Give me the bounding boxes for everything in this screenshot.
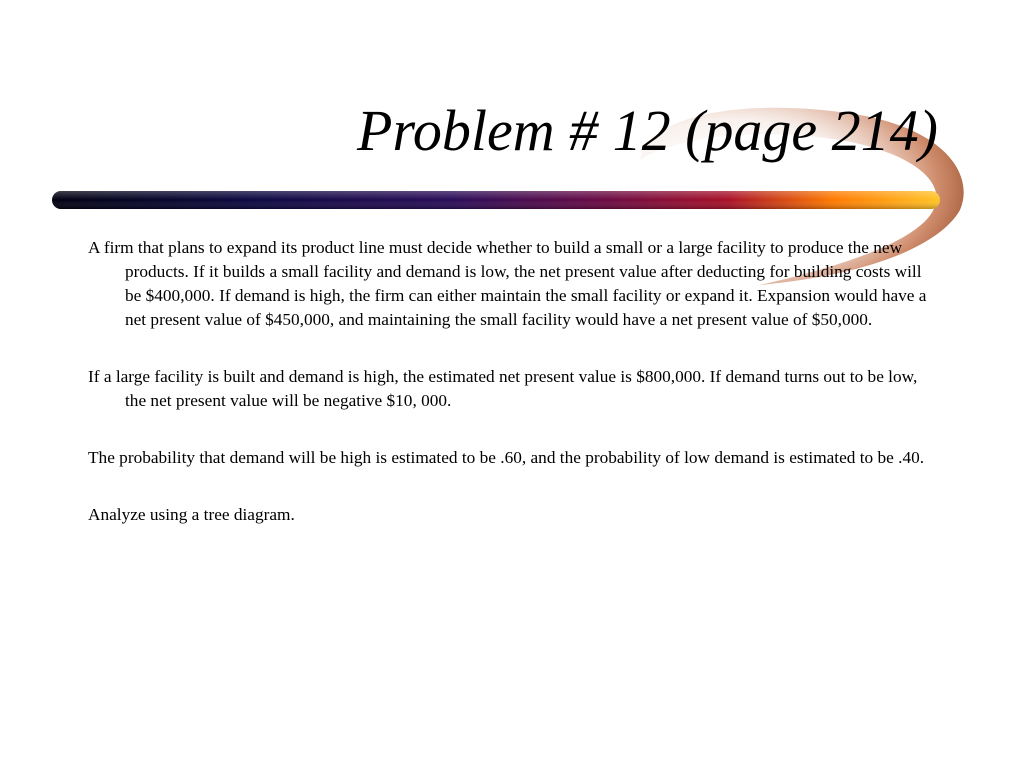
paragraph-problem-statement: A firm that plans to expand its product line must decide whether to build a small or a large facility to produce the new products. If it builds a small facility and demand is low, the net present value after deducting for building costs will be $400,000. If demand is high, the firm can either maintain the small facility or expand it. Expansion would have a net present value of $450,000, and maintaining the small facility would have a net present value of $50,000. (88, 238, 927, 329)
paragraph-large-facility: If a large facility is built and demand is high, the estimated net present value is $800,000. If demand turns out to be low, the net present value will be negative $10, 000. (88, 367, 918, 410)
paragraph-instruction: Analyze using a tree diagram. (88, 505, 295, 524)
slide-title: Problem # 12 (page 214) (357, 98, 938, 163)
body-text (88, 236, 940, 560)
paragraph-probabilities: The probability that demand will be high is estimated to be .60, and the probability of low demand is estimated to be .40. (88, 448, 925, 467)
